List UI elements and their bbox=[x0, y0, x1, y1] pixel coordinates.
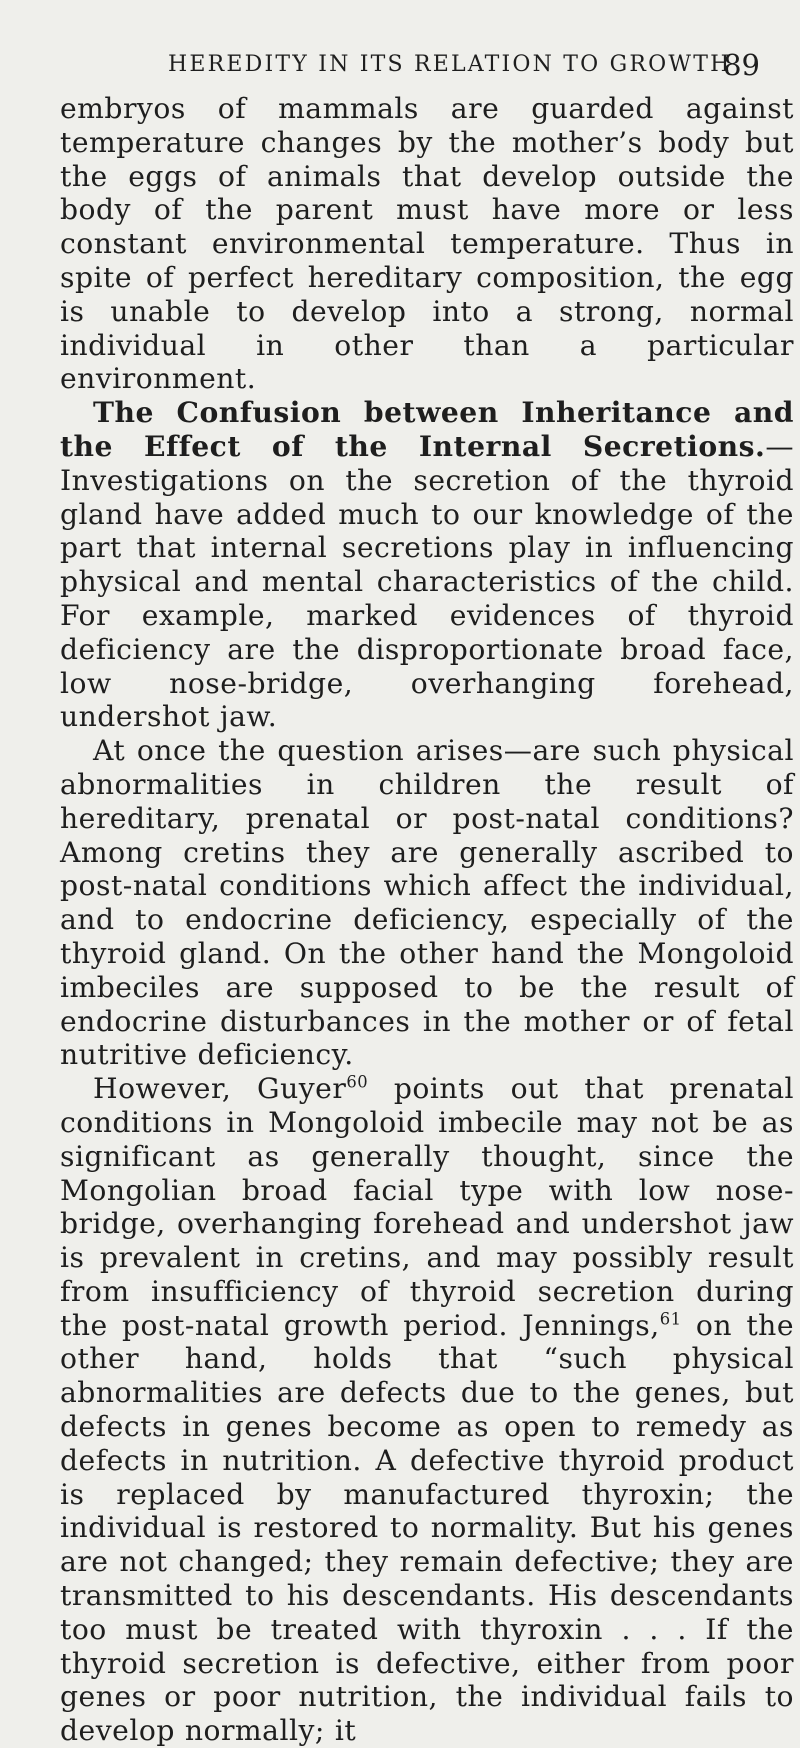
paragraph-4 bbox=[60, 1072, 794, 1748]
footnote-ref-61: 61 bbox=[659, 1309, 682, 1329]
paragraph-4-part-a: However, Guyer bbox=[93, 1072, 347, 1106]
paragraph-2-text: —Investigations on the secretion of the thyroid gland have added much to our knowledge of the part that internal secretions play in influencing physical and mental characteristics of the child. For example, marked evidences of thyroid deficiency are the disproportionate broad face, low nose-bridge, overhanging forehead, undershot jaw. bbox=[60, 429, 794, 734]
running-head-title: HEREDITY IN ITS RELATION TO GROWTH bbox=[168, 52, 732, 77]
paragraph-4-part-b: points out that prenatal conditions in Mongoloid imbecile may not be as significant as generally thought, since the Mongolian broad facial type with low nose-bridge, overhanging forehead and undershot jaw is prevalent in cretins, and may possibly result from insufficiency of thyroid secretion during the post-natal growth period. Jennings, bbox=[60, 1072, 795, 1342]
paragraph-3: At once the question arises—are such physical abnormalities in children the result of hereditary, prenatal or post-natal conditions? Among cretins they are generally ascribed to post-natal conditions which affect the individual, and to endocrine deficiency, especially of the thyroid gland. On the other hand the Mongoloid imbeciles are supposed to be the result of endocrine disturbances in the mother or of fetal nutritive deficiency. bbox=[60, 734, 794, 1072]
paragraph-1: embryos of mammals are guarded against temperature changes by the mother’s body but the eggs of animals that develop outside the body of the parent must have more or less constant environmental temperature. Thus in spite of perfect hereditary composition, the egg is unable to develop into a strong, normal individual in other than a particular environment. bbox=[60, 92, 794, 396]
page-number: 89 bbox=[723, 48, 760, 82]
paragraph-4-part-c: on the other hand, holds that “such physical abnormalities are defects due to the genes, but defects in genes become as open to remedy as defects in nutrition. A defective thyroid product is replaced by manufactured thyroxin; the individual is restored to normality. But his genes are not changed; they remain defective; they are transmitted to his descendants. His descendants too must be treated with thyroxin . . . If the thyroid secretion is defective, either from poor genes or poor nutrition, the individual fails to develop normally; it bbox=[60, 1308, 794, 1748]
body-text bbox=[60, 92, 794, 1748]
section-subheading: The Confusion between Inheritance and the Effect of the Internal Secretions. bbox=[60, 396, 794, 463]
paragraph-2 bbox=[60, 396, 794, 734]
running-head bbox=[60, 48, 760, 92]
footnote-ref-60: 60 bbox=[346, 1072, 369, 1092]
